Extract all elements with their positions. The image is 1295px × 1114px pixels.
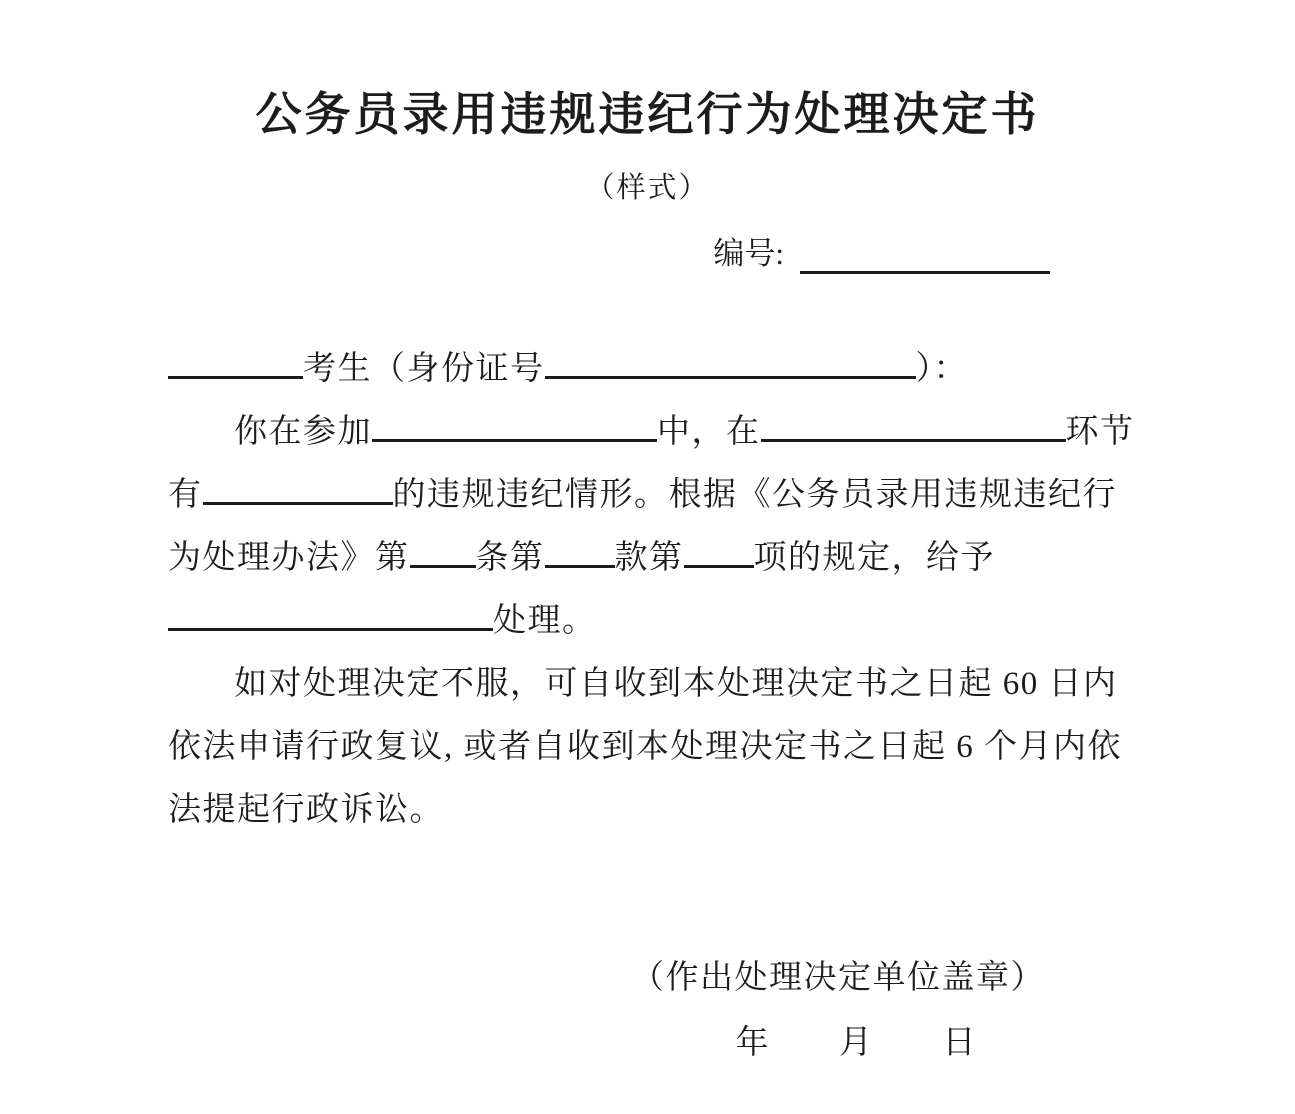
salutation-line [168,338,1145,401]
page-title: 公务员录用违规违纪行为处理决定书 [255,89,1040,140]
p1-text-6: 为处理办法》第 [168,540,410,576]
violation-blank [203,469,393,505]
item-number-blank [684,532,754,568]
p2-text-3: 法提起行政诉讼。 [168,792,444,828]
exam-name-blank [372,406,657,442]
penalty-blank [168,595,493,631]
body-line-8 [168,779,1145,842]
date-row [0,1011,1295,1076]
p2-text-2: 依法申请行政复议, 或者自收到本处理决定书之日起 6 个月内依 [168,729,1122,765]
document-body [168,338,1145,842]
document-number-row [0,234,1295,274]
p1-text-9: 项的规定，给予 [753,540,995,576]
number-blank-line [800,242,1050,274]
subtitle-style-note: （样式） [585,172,710,204]
p1-text-7: 条第 [475,540,545,576]
article-number-blank [410,532,476,568]
p1-text-1: 你在参加 [234,414,372,450]
seal-note-row [0,946,1295,1011]
p1-text-4: 有 [168,477,203,513]
p1-text-8: 款第 [614,540,684,576]
p1-text-2: 中，在 [657,414,761,450]
salutation-text-1: 考生（身份证号 [303,351,545,387]
p1-text-5: 的违规违纪情形。根据《公务员录用违规违纪行 [392,477,1117,513]
body-line-2 [168,401,1145,464]
body-line-5 [168,590,1145,653]
p1-text-3: 环节 [1065,414,1135,450]
body-line-7 [168,716,1145,779]
seal-note: （作出处理决定单位盖章） [631,960,1045,996]
body-line-4 [168,527,1145,590]
document-footer [0,946,1295,1076]
body-line-3 [168,464,1145,527]
paragraph-number-blank [545,532,615,568]
p2-text-1: 如对处理决定不服，可自收到本处理决定书之日起 60 日内 [234,666,1118,702]
p1-text-10: 处理。 [493,603,597,639]
id-number-blank [545,343,916,379]
number-label: 编号: [713,236,784,271]
date-line: 年 月 日 [735,1025,977,1061]
salutation-text-2: ）： [915,351,968,387]
body-line-6 [168,653,1145,716]
exam-stage-blank [761,406,1066,442]
candidate-name-blank [168,343,303,379]
